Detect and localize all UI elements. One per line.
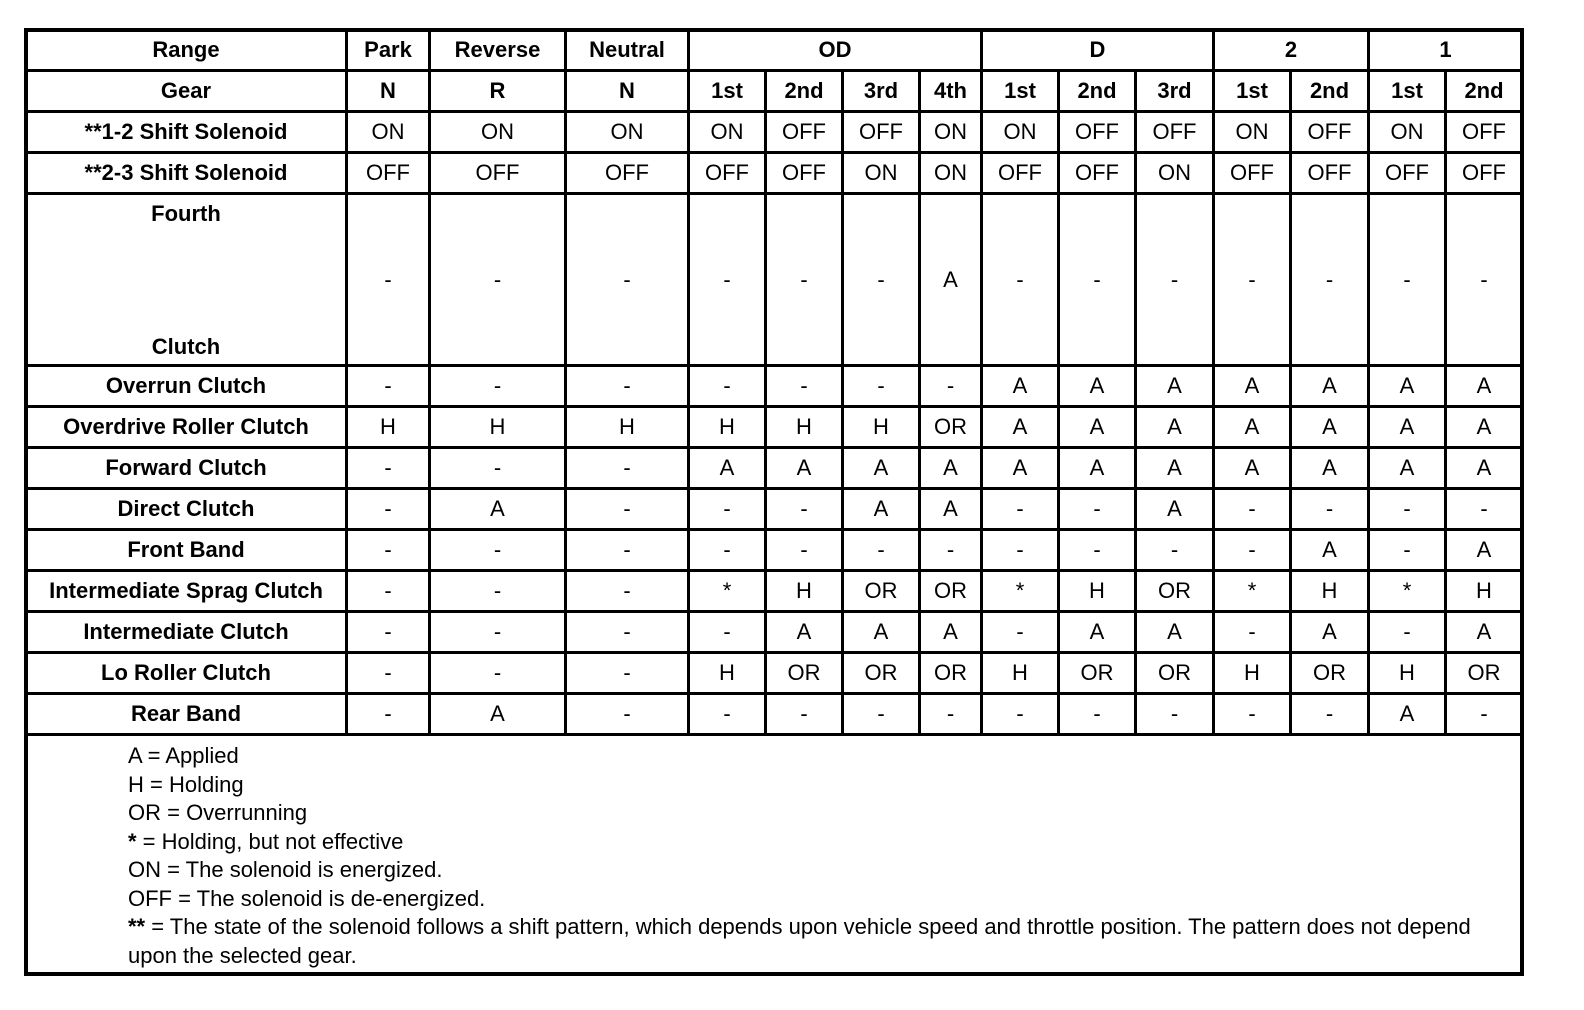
table-cell: A [982,366,1059,407]
table-cell: - [1446,489,1523,530]
table-cell: A [1291,366,1369,407]
legend-item [128,771,1513,800]
table-cell: ON [689,112,766,153]
gear-header-cell: 2nd [766,71,843,112]
table-cell: ON [1136,153,1214,194]
table-row [26,612,1523,653]
table-cell: - [920,366,982,407]
row-label: Direct Clutch [26,489,347,530]
table-cell: A [843,612,920,653]
clutch-application-table [24,28,1524,736]
table-cell: - [566,448,689,489]
table-cell: * [689,571,766,612]
table-row [26,530,1523,571]
table-cell: A [1369,366,1446,407]
row-label: Overdrive Roller Clutch [26,407,347,448]
table-row [26,653,1523,694]
row-label: Forward Clutch [26,448,347,489]
table-cell: - [347,571,430,612]
table-cell: - [566,194,689,366]
table-row [26,448,1523,489]
table-cell: * [982,571,1059,612]
legend-key: OR [128,800,161,825]
table-cell: OR [1446,653,1523,694]
table-cell: A [982,407,1059,448]
table-cell: - [430,366,566,407]
gear-header-cell: 1st [689,71,766,112]
table-cell: - [982,194,1059,366]
table-cell: H [843,407,920,448]
table-cell: - [1214,489,1291,530]
table-cell: - [982,612,1059,653]
row-label: Overrun Clutch [26,366,347,407]
gear-header-cell: 1st [982,71,1059,112]
table-cell: - [766,530,843,571]
legend [128,742,1513,970]
table-cell: - [566,571,689,612]
table-cell: - [843,694,920,735]
table-cell: - [347,448,430,489]
table-cell: OFF [1369,153,1446,194]
table-cell: A [1136,407,1214,448]
row-label-bottom: Clutch [151,334,221,359]
table-cell: - [430,571,566,612]
table-cell: A [1214,407,1291,448]
table-cell: - [1214,530,1291,571]
gear-header-cell: N [566,71,689,112]
legend-key: A [128,743,142,768]
table-cell: A [1369,407,1446,448]
table-cell: H [689,407,766,448]
table-cell: OR [1291,653,1369,694]
table-cell: A [1446,530,1523,571]
table-cell: - [1369,194,1446,366]
legend-key: OFF [128,885,172,911]
table-cell: - [1369,530,1446,571]
table-cell: - [1369,489,1446,530]
table-cell: H [430,407,566,448]
row-label: Intermediate Sprag Clutch [26,571,347,612]
table-cell: A [1059,612,1136,653]
table-cell: - [766,694,843,735]
table-cell: A [1214,448,1291,489]
table-cell: - [430,194,566,366]
legend-key: ON [128,857,161,882]
table-cell: - [1291,194,1369,366]
table-cell: - [1136,694,1214,735]
gear-header-cell: 1st [1214,71,1291,112]
table-cell: H [766,407,843,448]
table-cell: - [347,694,430,735]
row-label: Rear Band [26,694,347,735]
table-cell: A [1136,448,1214,489]
table-cell: OFF [1059,153,1136,194]
table-cell: - [982,489,1059,530]
table-cell: OR [1136,653,1214,694]
table-cell: - [1214,694,1291,735]
table-cell: A [766,448,843,489]
table-cell: - [347,612,430,653]
table-cell: A [1291,612,1369,653]
table-cell: OFF [1059,112,1136,153]
legend-key: ** [128,914,146,939]
table-cell: H [1369,653,1446,694]
table-cell: A [920,194,982,366]
table-cell: A [843,489,920,530]
table-cell: - [1291,489,1369,530]
table-row [26,489,1523,530]
table-cell: - [843,366,920,407]
row-label: **1-2 Shift Solenoid [26,112,347,153]
row-label [26,194,347,366]
range-header-cell: Neutral [566,30,689,71]
table-cell: - [689,366,766,407]
table-cell: OFF [689,153,766,194]
row-label: **2-3 Shift Solenoid [26,153,347,194]
range-header-cell: 2 [1214,30,1369,71]
legend-item [128,828,1513,857]
gear-header-row [26,71,1523,112]
gear-header-cell: 3rd [843,71,920,112]
table-cell: - [1059,530,1136,571]
table-cell: A [1369,694,1446,735]
table-cell: - [689,194,766,366]
table-cell: - [689,530,766,571]
table-cell: - [1136,194,1214,366]
table-cell: H [766,571,843,612]
table-cell: OFF [347,153,430,194]
table-cell: - [1136,530,1214,571]
table-cell: OFF [766,112,843,153]
table-cell: - [430,653,566,694]
gear-header-cell: N [347,71,430,112]
legend-key: * [128,828,137,854]
table-cell: ON [1369,112,1446,153]
table-cell: - [566,366,689,407]
table-cell: H [347,407,430,448]
table-cell: H [1059,571,1136,612]
table-cell: OR [843,571,920,612]
table-cell: - [982,694,1059,735]
range-header-cell: Reverse [430,30,566,71]
table-cell: - [689,694,766,735]
table-cell: A [766,612,843,653]
table-cell: OR [1136,571,1214,612]
table-cell: - [566,612,689,653]
table-cell: - [766,489,843,530]
table-cell: OFF [1446,112,1523,153]
table-cell: A [982,448,1059,489]
table-cell: H [982,653,1059,694]
table-cell: OR [766,653,843,694]
table-cell: H [1446,571,1523,612]
table-cell: OR [920,653,982,694]
legend-text: = Applied [141,743,239,768]
table-cell: H [1214,653,1291,694]
table-cell: - [347,194,430,366]
table-cell: A [920,612,982,653]
legend-text: = The solenoid is energized. [161,857,443,882]
table-cell: - [347,530,430,571]
table-cell: A [1446,407,1523,448]
table-cell: - [347,653,430,694]
legend-text: = Holding [143,771,244,797]
legend-item [128,799,1513,828]
table-cell: A [1291,448,1369,489]
gear-header-cell: R [430,71,566,112]
table-cell: OR [843,653,920,694]
table-cell: - [566,489,689,530]
table-cell: - [430,530,566,571]
table-cell: OFF [982,153,1059,194]
table-cell: ON [430,112,566,153]
range-header-cell: OD [689,30,982,71]
table-cell: - [843,530,920,571]
table-cell: OFF [843,112,920,153]
table-cell: * [1369,571,1446,612]
table-cell: - [689,612,766,653]
legend-text: = The solenoid is de-energized. [172,885,486,911]
table-cell: A [843,448,920,489]
table-cell: - [843,194,920,366]
table-row [26,571,1523,612]
table-cell: ON [566,112,689,153]
legend-item [128,885,1513,914]
table-cell: OFF [766,153,843,194]
table-cell: H [689,653,766,694]
table-cell: A [1446,366,1523,407]
table-cell: - [1446,694,1523,735]
table-cell: - [766,366,843,407]
table-cell: A [1214,366,1291,407]
table-row [26,694,1523,735]
table-cell: H [1291,571,1369,612]
table-cell: A [689,448,766,489]
table-cell: - [430,448,566,489]
table-cell: A [1059,407,1136,448]
gear-header-cell: 2nd [1059,71,1136,112]
range-header-cell: Park [347,30,430,71]
table-cell: - [1214,194,1291,366]
table-row [26,112,1523,153]
table-cell: A [1059,366,1136,407]
row-label: Front Band [26,530,347,571]
table-cell: ON [920,153,982,194]
table-cell: ON [982,112,1059,153]
row-label-top: Fourth [151,201,221,226]
table-cell: - [566,530,689,571]
gear-header-cell: 3rd [1136,71,1214,112]
table-cell: - [1369,612,1446,653]
legend-key: H [128,771,144,797]
gear-header-cell: 1st [1369,71,1446,112]
table-cell: H [566,407,689,448]
gear-header-cell: 4th [920,71,982,112]
table-cell: OFF [1291,153,1369,194]
table-cell: - [920,530,982,571]
legend-item [128,913,1513,970]
table-cell: OFF [430,153,566,194]
legend-text: = The state of the solenoid follows a shift pattern, which depends upon vehicle speed and throttle position. The pattern does not depend upon the selected gear. [128,914,1471,968]
table-row [26,194,1523,366]
range-header-row [26,30,1523,71]
table-cell: - [766,194,843,366]
table-cell: - [347,489,430,530]
table-cell: A [920,448,982,489]
table-cell: ON [1214,112,1291,153]
table-cell: ON [920,112,982,153]
table-cell: OR [920,407,982,448]
table-cell: - [1059,489,1136,530]
table-cell: OFF [1214,153,1291,194]
table-cell: OR [1059,653,1136,694]
table-cell: - [982,530,1059,571]
table-cell: - [430,612,566,653]
gear-header-cell: 2nd [1446,71,1523,112]
table-cell: - [920,694,982,735]
table-cell: - [1059,194,1136,366]
gear-label: Gear [26,71,347,112]
table-cell: * [1214,571,1291,612]
table-cell: OFF [566,153,689,194]
table-cell: OFF [1136,112,1214,153]
table-row [26,366,1523,407]
table-cell: - [1214,612,1291,653]
table-cell: - [689,489,766,530]
table-cell: A [1446,612,1523,653]
table-cell: A [1291,530,1369,571]
table-row [26,153,1523,194]
legend-text: = Holding, but not effective [136,828,404,854]
gear-header-cell: 2nd [1291,71,1369,112]
table-row [26,407,1523,448]
table-cell: - [1059,694,1136,735]
legend-item [128,856,1513,885]
table-cell: - [1446,194,1523,366]
table-cell: - [566,653,689,694]
table-cell: ON [843,153,920,194]
table-cell: A [920,489,982,530]
table-body [26,30,1523,735]
table-cell: OFF [1446,153,1523,194]
row-label: Intermediate Clutch [26,612,347,653]
table-cell: OR [920,571,982,612]
table-cell: A [430,489,566,530]
table-cell: A [1369,448,1446,489]
legend-text: = Overrunning [161,800,308,825]
legend-item [128,742,1513,771]
table-cell: A [1291,407,1369,448]
table-cell: A [1059,448,1136,489]
table-cell: OFF [1291,112,1369,153]
table-cell: - [1291,694,1369,735]
table-cell: A [1136,366,1214,407]
range-header-cell: D [982,30,1214,71]
table-cell: ON [347,112,430,153]
table-cell: A [430,694,566,735]
table-cell: A [1136,489,1214,530]
table-cell: A [1446,448,1523,489]
range-header-cell: 1 [1369,30,1523,71]
table-cell: - [566,694,689,735]
row-label: Lo Roller Clutch [26,653,347,694]
table-cell: - [347,366,430,407]
table-cell: A [1136,612,1214,653]
range-label: Range [26,30,347,71]
